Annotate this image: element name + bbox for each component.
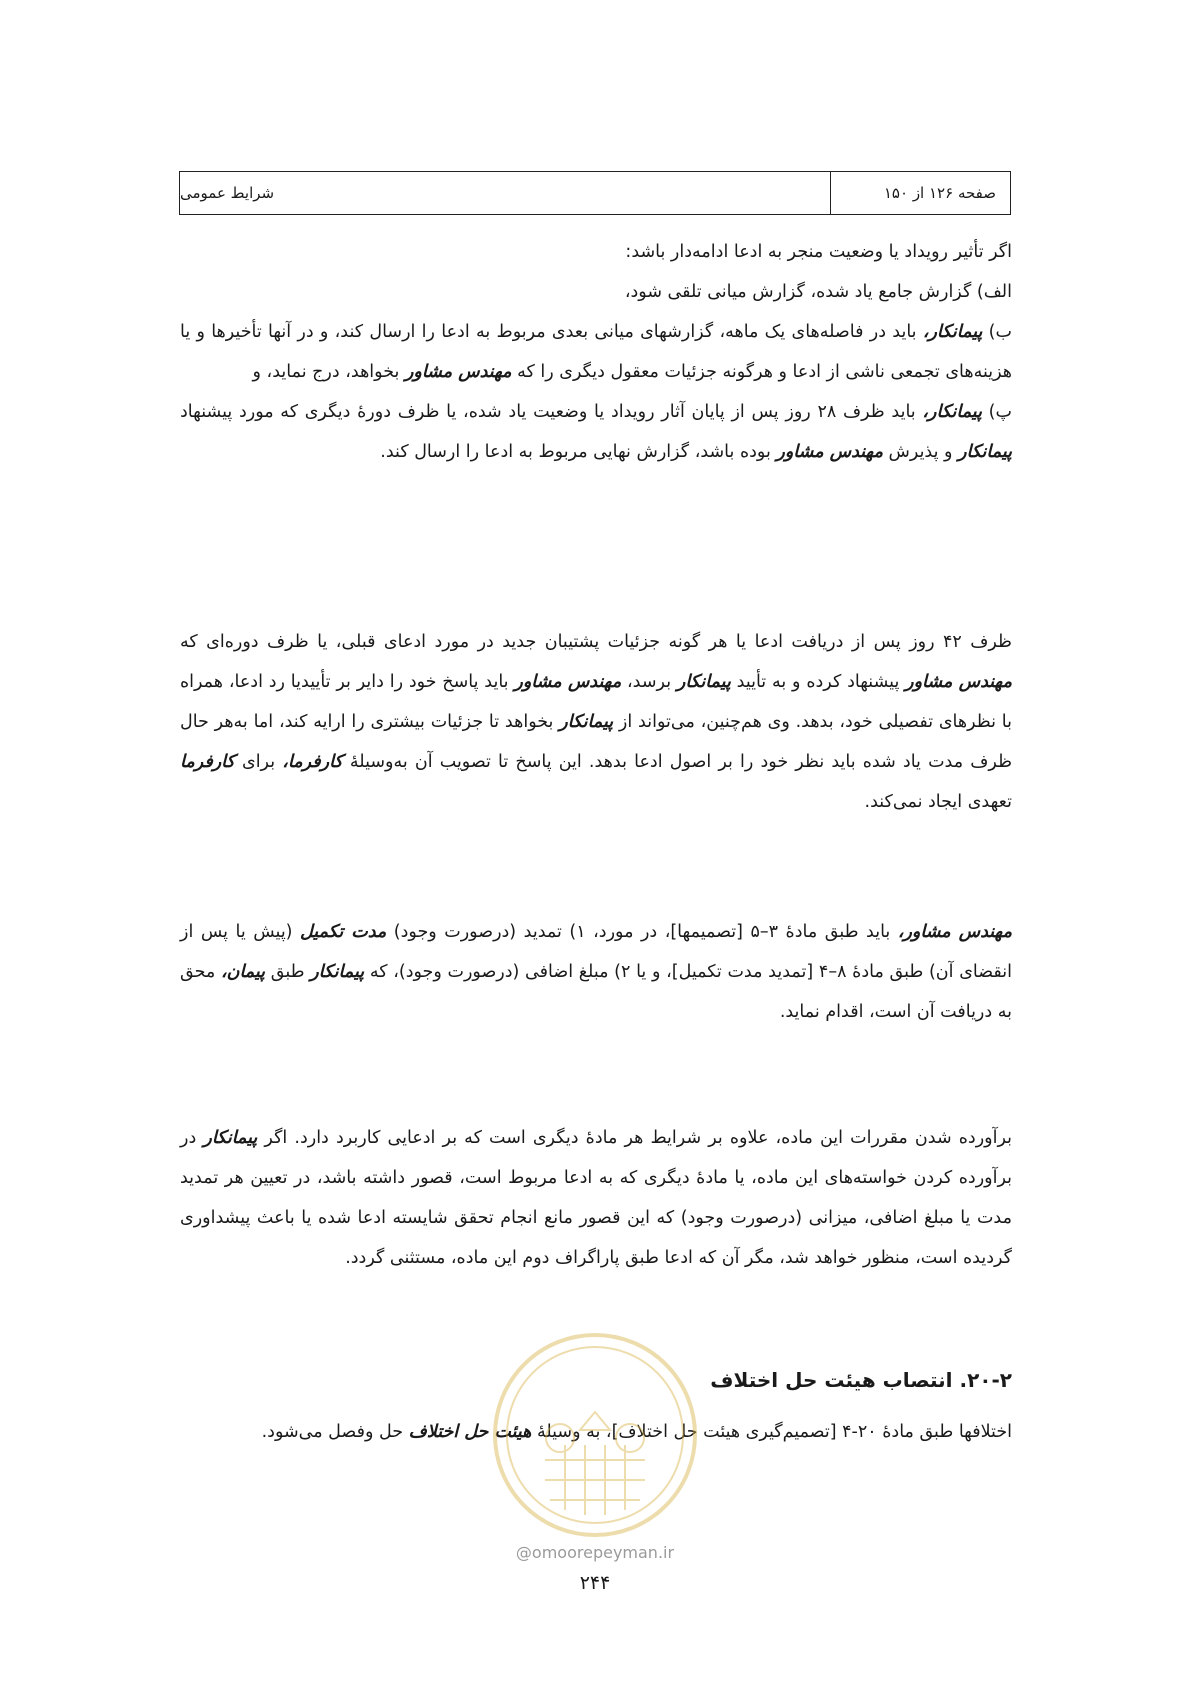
text-run: باید پاسخ خود را دایر بر تأییدیا رد ادعا، همراه با نظرهای تفصیلی خود، بدهد. وی هم‌چنین، می‌تواند از (180, 672, 1012, 732)
item-b (180, 312, 1012, 392)
text-run: (پیش یا پس از انقضای آن) طبق مادهٔ ۸–۴ [تمدید مدت تکمیل]، و یا ۲) مبلغ اضافی (درصورت وجود)، که (180, 922, 1012, 982)
term-engineer: مهندس مشاور (776, 442, 883, 462)
paragraph-text (180, 622, 1012, 822)
term-contractor: پیمانکار، (922, 402, 982, 422)
header-title-cell (180, 172, 830, 214)
text-run: پیشنهاد کرده و به تأیید (730, 672, 906, 692)
item-p-label: پ) (981, 402, 1012, 422)
watermark-url: @omoorepeyman.ir (515, 1543, 675, 1562)
header-page-info: صفحه ۱۲۶ از ۱۵۰ (883, 184, 996, 202)
item-p-text-1: باید ظرف ۲۸ روز پس از پایان آثار رویداد یا وضعیت یاد شده، یا ظرف دورهٔ دیگری که مورد پیشنهاد (180, 402, 923, 422)
section-heading: ۲۰-۲. انتصاب هیئت حل اختلاف (710, 1368, 1012, 1392)
text-run: بخواهد تا جزئیات بیشتری را ارایه کند، اما به‌هر حال ظرف مدت یاد شده باید نظر خود را بر اصول ادعا بدهد. این پاسخ تا تصویب آن به‌وسیلهٔ (180, 712, 1012, 772)
term-contractor: پیمانکار (676, 672, 731, 692)
text-run: باید طبق مادهٔ ۳–۵ [تصمیمها]، در مورد، ۱) تمدید (درصورت وجود) (386, 922, 898, 942)
term-engineer: مهندس مشاور (905, 672, 1012, 692)
page-header (179, 171, 1011, 215)
paragraph-text (180, 912, 1012, 1032)
paragraph-text (180, 1118, 1012, 1278)
text-run: حل وفصل می‌شود. (261, 1422, 409, 1442)
item-p (180, 392, 1012, 472)
term-engineer: مهندس مشاور (514, 672, 622, 692)
watermark-logo-icon (490, 1330, 700, 1540)
item-p-text-2: و پذیرش (882, 442, 959, 462)
item-a: الف) گزارش جامع یاد شده، گزارش میانی تلقی شود، (624, 282, 1012, 302)
determination-paragraph (180, 912, 1012, 1032)
item-b-text-2: بخواهد، درج نماید، و (252, 362, 405, 382)
item-b-label: ب) (982, 322, 1012, 342)
term-contractor: پیمانکار (203, 1128, 258, 1148)
compliance-paragraph (180, 1118, 1012, 1278)
term-employer: کارفرما، (282, 752, 343, 772)
text-run: اختلافها طبق مادهٔ ۲۰-۴ [تصمیم‌گیری هیئت حل اختلاف]، به وسیلهٔ (531, 1422, 1012, 1442)
header-page-cell (831, 172, 1010, 214)
term-contractor: پیمانکار (310, 962, 365, 982)
text-run: تعهدی ایجاد نمی‌کند. (864, 792, 1012, 812)
text-run: ظرف ۴۲ روز پس از دریافت ادعا یا هر گونه جزئیات پشتیبان جدید در مورد ادعای قبلی، یا ظرف دوره‌ای که (180, 632, 1012, 652)
term-employer: کارفرما (180, 752, 235, 772)
term-contractor: پیمانکار، (922, 322, 983, 342)
item-p-text-3: بوده باشد، گزارش نهایی مربوط به ادعا را ارسال کند. (380, 442, 777, 462)
term-engineer: مهندس مشاور (404, 362, 512, 382)
text-run: برسد، (621, 672, 677, 692)
term-dab: هیئت حل اختلاف (408, 1422, 532, 1442)
term-engineer: مهندس مشاور، (897, 922, 1012, 942)
item-b-text-1: باید در فاصله‌های یک ماهه، گزارشهای میانی بعدی مربوط به ادعا را ارسال کند، و در آنها تأخیرها و یا هزینه‌های تجمعی ناشی از ادعا و هرگونه جزئیات معقول دیگری را که (180, 322, 1012, 382)
header-title: شرایط عمومی (180, 184, 275, 202)
intro-line: اگر تأثیر رویداد یا وضعیت منجر به ادعا ادامه‌دار باشد: (625, 242, 1012, 262)
term-contractor: پیمانکار (958, 442, 1012, 462)
term-contractor: پیمانکار (559, 712, 614, 732)
text-run: برآورده شدن مقررات این ماده، علاوه بر شرایط هر مادهٔ دیگری است که بر ادعایی کاربرد دارد. اگر (257, 1128, 1012, 1148)
text-run: طبق (265, 962, 311, 982)
text-run: در برآورده کردن خواسته‌های این ماده، یا مادهٔ دیگری که به ادعا مربوط است، قصور داشته باشد، در تعیین هر تمدید مدت یا مبلغ اضافی، میزانی (درصورت وجود) که این قصور مانع انجام تحقق شایسته ادعا شده یا باعث پیشداوری گردیده است، منظور خواهد شد، مگر آن که ادعا طبق پاراگراف دوم این ماده، مستثنی گردد. (180, 1128, 1012, 1268)
engineer-response-paragraph (180, 622, 1012, 822)
text-run: محق به دریافت آن است، اقدام نماید. (180, 962, 1012, 1022)
text-run: برای (234, 752, 283, 772)
term-contract: پیمان، (220, 962, 266, 982)
page-number: ۲۴۴ (579, 1572, 611, 1594)
continuing-claims-block (180, 232, 1012, 472)
term-completion-time: مدت تکمیل (300, 922, 387, 942)
